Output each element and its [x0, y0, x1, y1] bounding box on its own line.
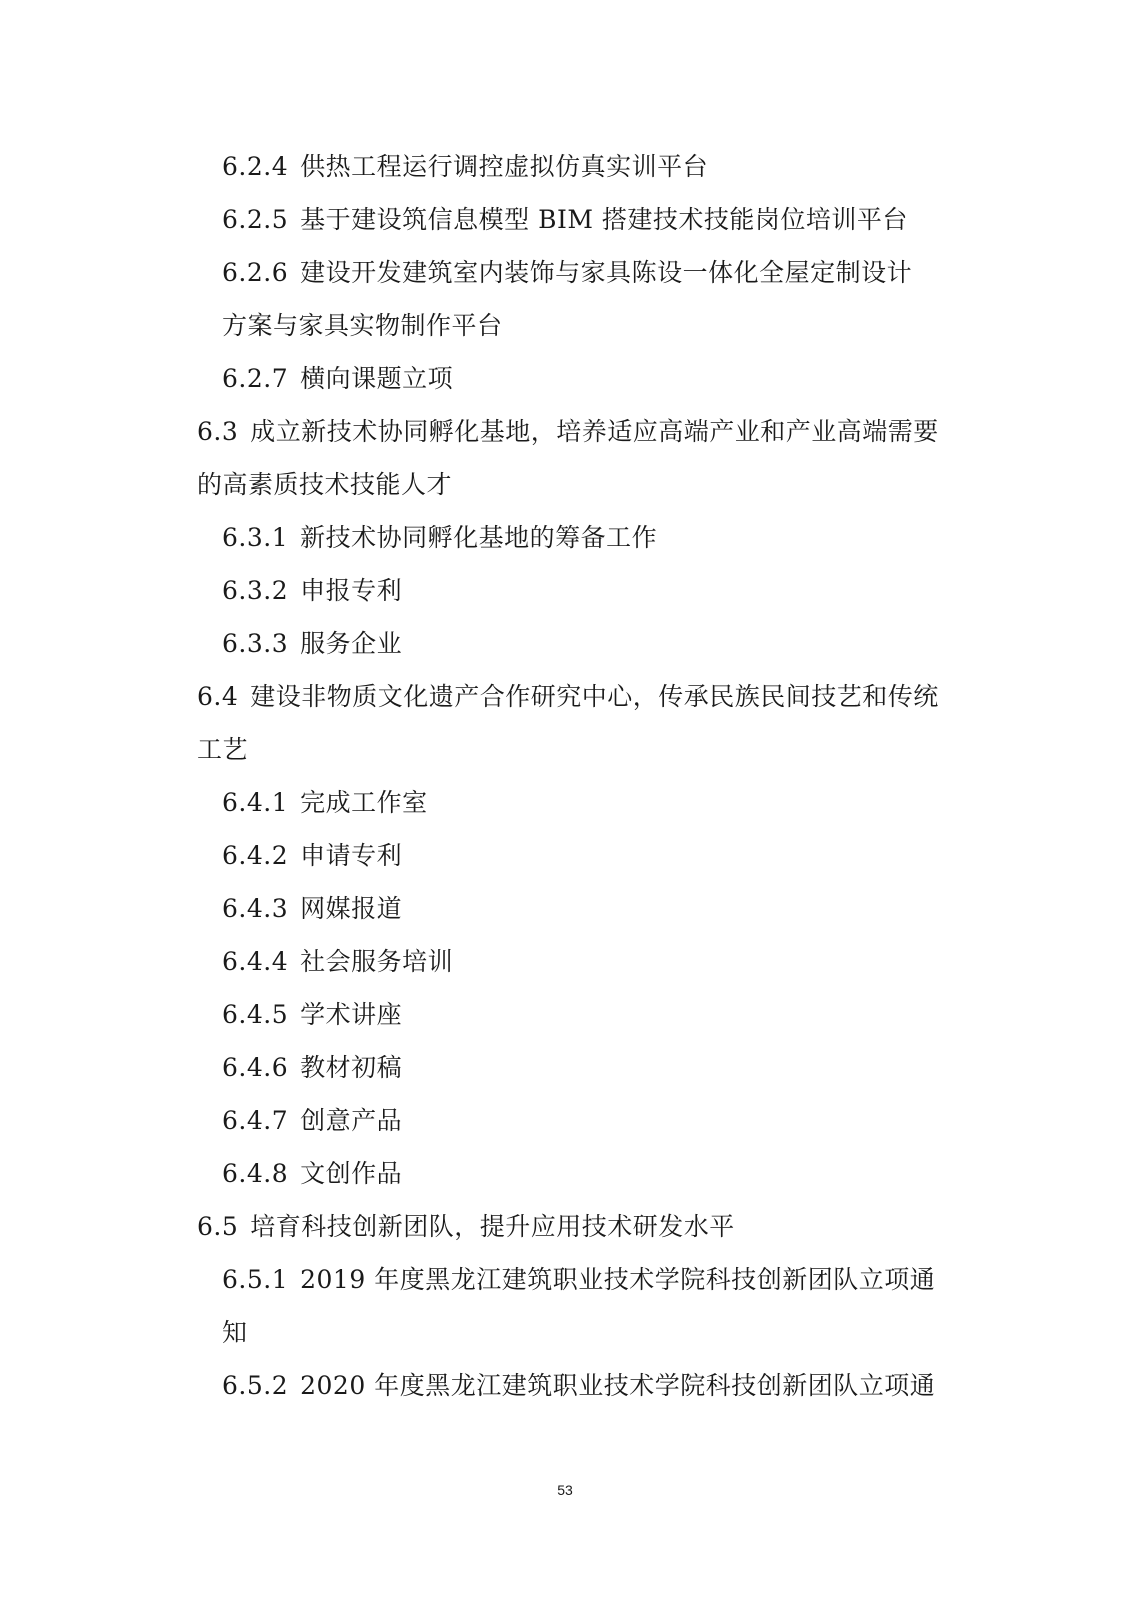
toc-entry-number: 6.2.6 — [222, 258, 289, 287]
toc-entry-number: 6.4.2 — [222, 841, 289, 870]
toc-entry-title: 横向课题立项 — [300, 364, 454, 393]
toc-entry-title: 申报专利 — [300, 576, 403, 605]
toc-entry-title: 建设非物质文化遗产合作研究中心，传承民族民间技艺和传统 — [250, 682, 939, 711]
toc-entry — [0, 776, 1130, 829]
toc-entry-number: 6.2.5 — [222, 205, 289, 234]
toc-entry — [0, 670, 1130, 723]
toc-entry — [0, 1041, 1130, 1094]
toc-entry — [0, 1359, 1130, 1412]
toc-entry — [0, 193, 1130, 246]
toc-entry-number: 6.4.7 — [222, 1106, 289, 1135]
toc-entry-title: 学术讲座 — [300, 1000, 403, 1029]
toc-entry-title: 完成工作室 — [300, 788, 428, 817]
toc-entry-number: 6.4 — [197, 682, 239, 711]
toc-entry-continuation: 的高素质技术技能人才 — [197, 470, 453, 499]
toc-entry-title: 成立新技术协同孵化基地，培养适应高端产业和产业高端需要 — [250, 417, 939, 446]
toc-entry-title: 申请专利 — [300, 841, 403, 870]
table-of-contents — [0, 140, 1130, 1412]
toc-entry-number: 6.4.3 — [222, 894, 289, 923]
toc-entry — [0, 988, 1130, 1041]
toc-entry-title: 服务企业 — [300, 629, 403, 658]
toc-entry-number: 6.4.1 — [222, 788, 289, 817]
toc-entry-title: 网媒报道 — [300, 894, 403, 923]
toc-entry-title: 建设开发建筑室内装饰与家具陈设一体化全屋定制设计 — [300, 258, 913, 287]
toc-entry — [0, 352, 1130, 405]
toc-entry-number: 6.2.4 — [222, 152, 289, 181]
toc-entry-number: 6.4.5 — [222, 1000, 289, 1029]
toc-entry-title: 文创作品 — [300, 1159, 403, 1188]
toc-entry-title: 培育科技创新团队，提升应用技术研发水平 — [250, 1212, 735, 1241]
page-number: 53 — [557, 1482, 573, 1498]
toc-entry-number: 6.3.1 — [222, 523, 289, 552]
toc-entry — [0, 617, 1130, 670]
toc-entry-title: 社会服务培训 — [300, 947, 454, 976]
toc-entry-title: 2019 年度黑龙江建筑职业技术学院科技创新团队立项通 — [300, 1265, 936, 1294]
toc-entry — [0, 882, 1130, 935]
toc-entry-number: 6.4.4 — [222, 947, 289, 976]
toc-entry-title: 创意产品 — [300, 1106, 403, 1135]
toc-entry-continuation: 方案与家具实物制作平台 — [222, 311, 503, 340]
toc-entry — [0, 1147, 1130, 1200]
toc-entry-number: 6.4.6 — [222, 1053, 289, 1082]
toc-entry-title: 2020 年度黑龙江建筑职业技术学院科技创新团队立项通 — [300, 1371, 936, 1400]
toc-entry-number: 6.5.2 — [222, 1371, 289, 1400]
toc-entry — [0, 564, 1130, 617]
toc-entry — [0, 829, 1130, 882]
toc-entry-number: 6.3.2 — [222, 576, 289, 605]
toc-entry — [0, 1094, 1130, 1147]
toc-entry — [0, 935, 1130, 988]
toc-entry-number: 6.3.3 — [222, 629, 289, 658]
toc-entry-title: 新技术协同孵化基地的筹备工作 — [300, 523, 658, 552]
toc-entry — [0, 140, 1130, 193]
toc-entry-continuation: 工艺 — [197, 735, 249, 764]
toc-entry-number: 6.3 — [197, 417, 239, 446]
toc-entry — [0, 1200, 1130, 1253]
toc-entry — [0, 246, 1130, 299]
toc-entry-number: 6.2.7 — [222, 364, 289, 393]
toc-entry-number: 6.4.8 — [222, 1159, 289, 1188]
toc-entry — [0, 405, 1130, 458]
toc-entry — [0, 511, 1130, 564]
toc-entry-title: 供热工程运行调控虚拟仿真实训平台 — [300, 152, 709, 181]
toc-entry-number: 6.5 — [197, 1212, 239, 1241]
toc-entry-number: 6.5.1 — [222, 1265, 289, 1294]
toc-entry-continuation: 知 — [222, 1318, 248, 1347]
toc-entry-title: 教材初稿 — [300, 1053, 403, 1082]
toc-entry — [0, 1253, 1130, 1306]
toc-entry-title: 基于建设筑信息模型 BIM 搭建技术技能岗位培训平台 — [300, 205, 908, 234]
